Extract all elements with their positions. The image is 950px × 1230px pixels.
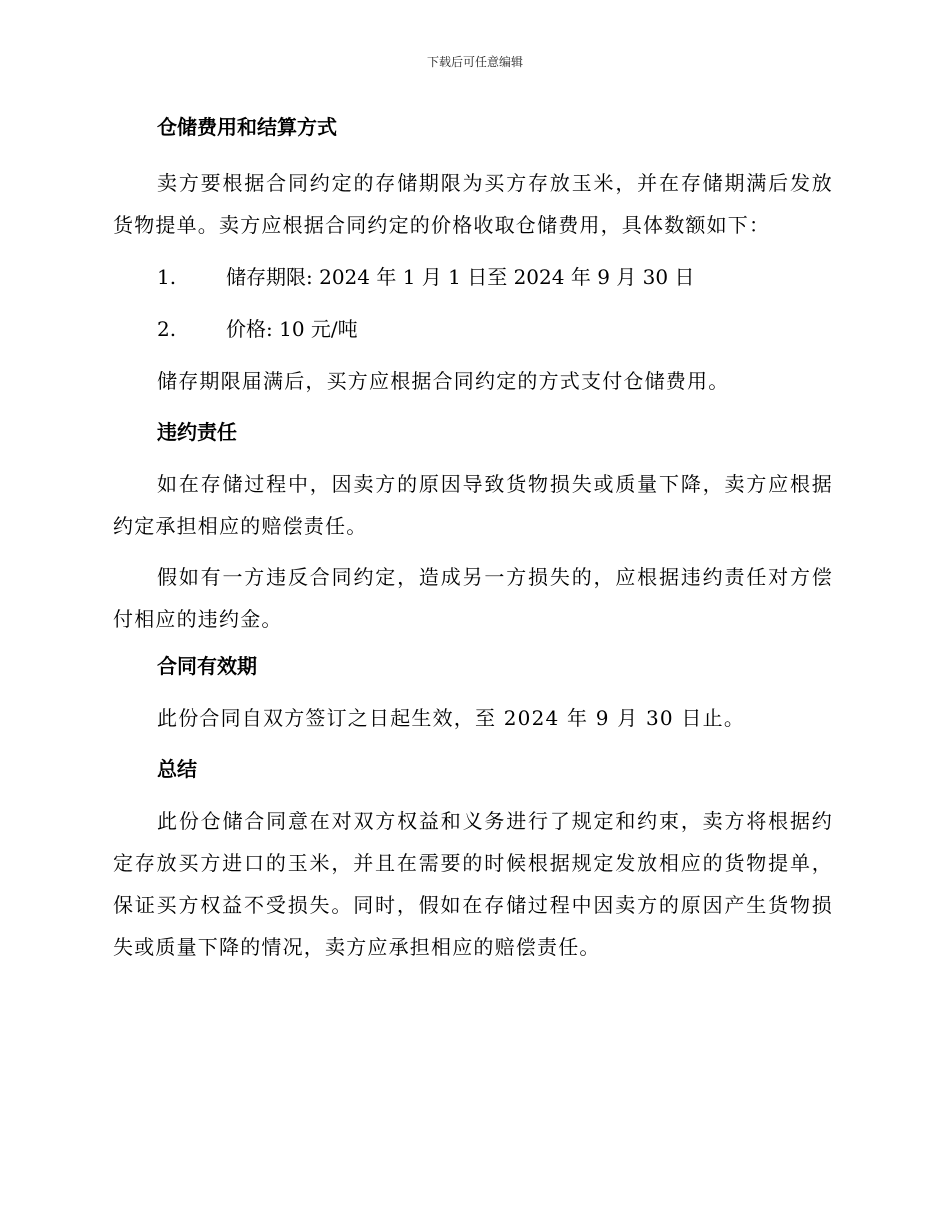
- paragraph-storage-fees: 卖方要根据合同约定的存储期限为买方存放玉米，并在存储期满后发放货物提单。卖方应根据合同约定的价格收取仓储费用，具体数额如下：: [113, 171, 833, 237]
- list-item: [113, 261, 833, 293]
- page-header-note: 下载后可任意编辑: [426, 55, 523, 69]
- list-number: 2.: [157, 317, 177, 341]
- paragraph-breach-damage: 如在存储过程中，因卖方的原因导致货物损失或质量下降，卖方应根据约定承担相应的赔偿责任。: [113, 472, 833, 538]
- list-item: [113, 313, 833, 345]
- paragraph-validity: 此份合同自双方签订之日起生效，至 2024 年 9 月 30 日止。: [157, 706, 746, 730]
- section-heading-storage-fees: 仓储费用和结算方式: [157, 115, 337, 139]
- paragraph-summary: 此份仓储合同意在对双方权益和义务进行了规定和约束，卖方将根据约定存放买方进口的玉米，并且在需要的时候根据规定发放相应的货物提单，保证买方权益不受损失。同时，假如在存储过程中因卖方的原因产生货物损失或质量下降的情况，卖方应承担相应的赔偿责任。: [113, 809, 833, 959]
- section-heading-validity: 合同有效期: [157, 654, 257, 678]
- list-number: 1.: [157, 265, 177, 289]
- section-heading-breach: 违约责任: [157, 420, 237, 444]
- section-heading-summary: 总结: [157, 757, 197, 781]
- list-text: 储存期限: 2024 年 1 月 1 日至 2024 年 9 月 30 日: [226, 265, 695, 289]
- paragraph-breach-penalty: 假如有一方违反合同约定，造成另一方损失的，应根据违约责任对方偿付相应的违约金。: [113, 565, 833, 631]
- paragraph-payment: 储存期限届满后，买方应根据合同约定的方式支付仓储费用。: [157, 369, 730, 393]
- document-body: [113, 111, 833, 968]
- list-text: 价格: 10 元/吨: [226, 317, 358, 341]
